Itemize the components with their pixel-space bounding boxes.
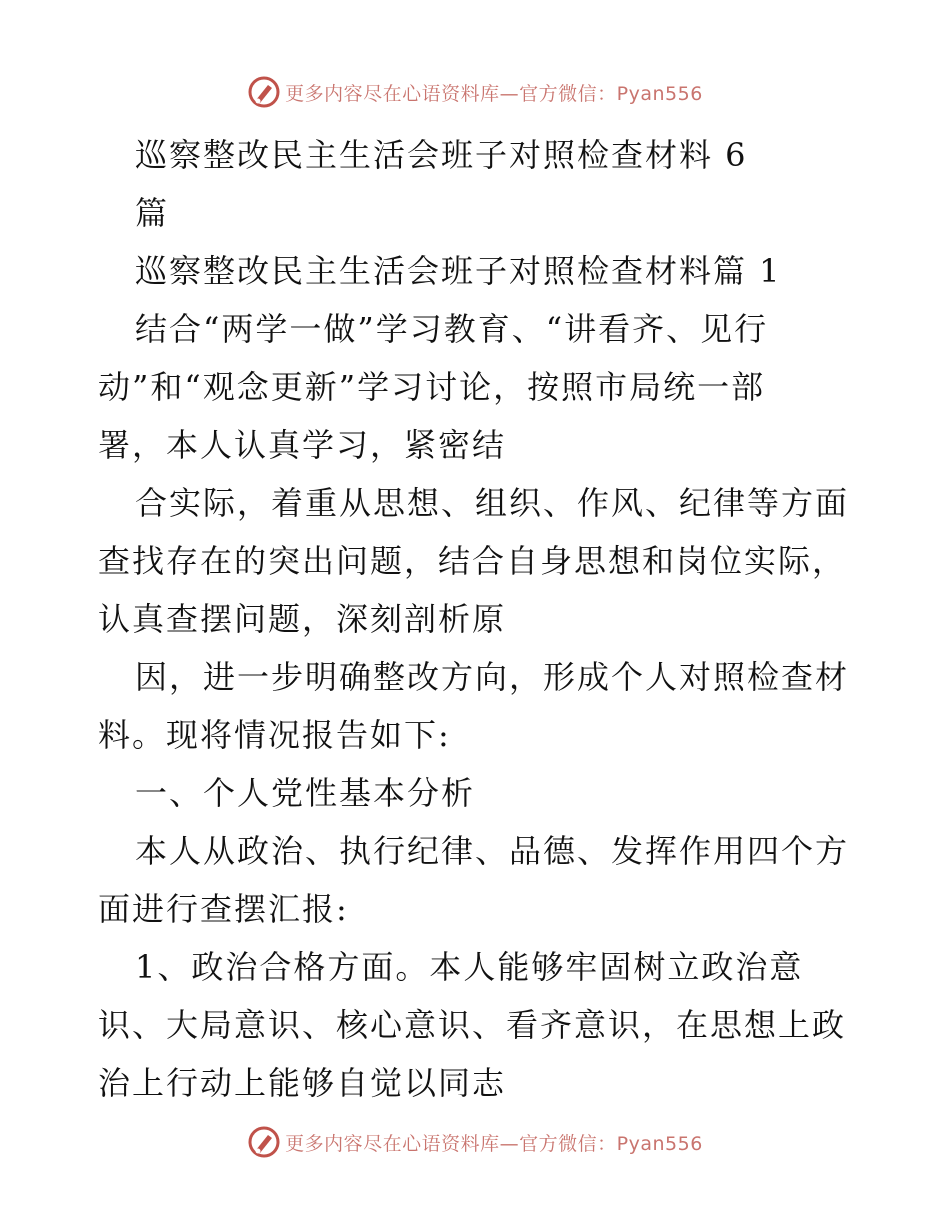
doc-subtitle: 巡察整改民主生活会班子对照检查材料篇 1 (135, 252, 782, 290)
footer-banner-text: 更多内容尽在心语资料库—官方微信：Pyan556 (285, 1132, 703, 1155)
paragraph-line: 认真查摆问题，深刻剖析原 (98, 600, 507, 638)
paragraph-line: 料。现将情况报告如下: (98, 716, 451, 754)
footer-banner (0, 1122, 950, 1162)
paragraph-line: 治上行动上能够自觉以同志 (98, 1064, 507, 1102)
paragraph-line: 合实际，着重从思想、组织、作风、纪律等方面 (135, 484, 850, 522)
paragraph-line: 因，进一步明确整改方向，形成个人对照检查材 (135, 658, 850, 696)
paragraph-line: 结合“两学一做”学习教育、“讲看齐、见行 (135, 310, 769, 348)
pen-logo-icon (247, 1125, 281, 1159)
paragraph-line: 1、政治合格方面。本人能够牢固树立政治意 (135, 948, 804, 986)
doc-title-line-1: 巡察整改民主生活会班子对照检查材料 6 (135, 136, 748, 174)
paragraph-line: 署，本人认真学习，紧密结 (98, 426, 507, 464)
pen-logo-icon (247, 75, 281, 109)
paragraph-line: 识、大局意识、核心意识、看齐意识，在思想上政 (98, 1006, 847, 1044)
paragraph-line: 查找存在的突出问题，结合自身思想和岗位实际， (98, 542, 847, 580)
paragraph-line: 本人从政治、执行纪律、品德、发挥作用四个方 (135, 832, 850, 870)
paragraph-line: 动”和“观念更新”学习讨论，按照市局统一部 (98, 368, 766, 406)
doc-title-line-2: 篇 (135, 194, 170, 232)
section-heading: 一、个人党性基本分析 (135, 774, 476, 812)
document-body (98, 126, 858, 1112)
header-banner (0, 72, 950, 112)
header-banner-text: 更多内容尽在心语资料库—官方微信：Pyan556 (285, 82, 703, 105)
paragraph-line: 面进行查摆汇报: (98, 890, 349, 928)
